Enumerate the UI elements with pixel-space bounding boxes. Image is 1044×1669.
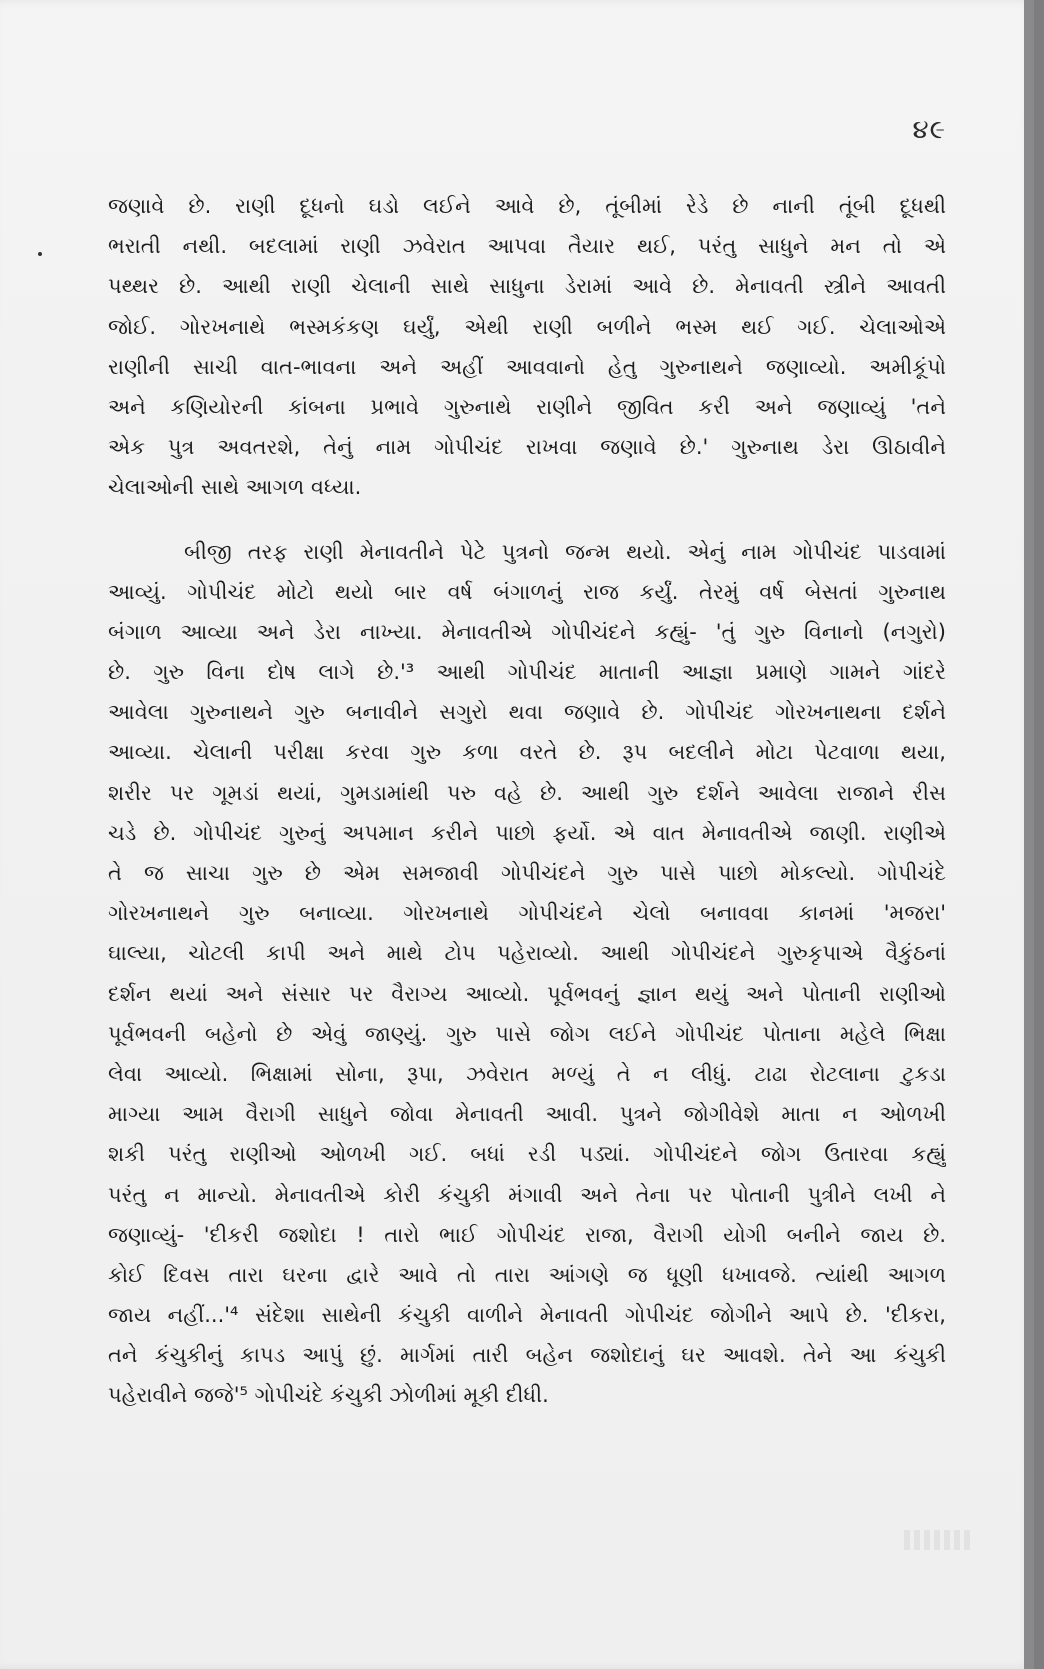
text-line: જણાવ્યું- 'દીકરી જશોદા ! તારો ભાઈ ગોપીચંદ રાજા, વૈરાગી યોગી બનીને જાય છે.	[108, 1222, 946, 1247]
text-line: જાય નહીં...'⁴ સંદેશા સાથેની કંચુકી વાળીને મેનાવતી ગોપીચંદ જોગીને આપે છે. 'દીકરા,	[108, 1303, 946, 1328]
print-speck	[38, 252, 42, 256]
text-line: ગોરખનાથને ગુરુ બનાવ્યા. ગોરખનાથે ગોપીચંદને ચેલો બનાવવા કાનમાં 'મજરા'	[108, 901, 946, 926]
text-line: બંગાળ આવ્યા અને ડેરા નાખ્યા. મેનાવતીએ ગોપીચંદને કહ્યું- 'તું ગુરુ વિનાનો (નગુરો)	[108, 619, 946, 644]
text-line: છે. ગુરુ વિના દોષ લાગે છે.'³ આથી ગોપીચંદ માતાની આજ્ઞા પ્રમાણે ગામને ગાંદરે	[108, 660, 946, 685]
text-line: આવ્યું. ગોપીચંદ મોટો થયો બાર વર્ષ બંગાળનું રાજ કર્યું. તેરમું વર્ષ બેસતાં ગુરુનાથ	[108, 579, 946, 604]
text-line: પથ્થર છે. આથી રાણી ચેલાની સાથે સાધુના ડેરામાં આવે છે. મેનાવતી સ્ત્રીને આવતી	[108, 274, 946, 299]
text-line: દર્શન થયાં અને સંસાર પર વૈરાગ્ય આવ્યો. પૂર્વભવનું જ્ઞાન થયું અને પોતાની રાણીઓ	[108, 981, 946, 1006]
text-line: આવ્યા. ચેલાની પરીક્ષા કરવા ગુરુ કળા વરતે છે. રૂપ બદલીને મોટા પેટવાળા થયા,	[108, 740, 946, 765]
paragraph-1	[108, 186, 946, 508]
text-line: એક પુત્ર અવતરશે, તેનું નામ ગોપીચંદ રાખવા જણાવે છે.' ગુરુનાથ ડેરા ઊઠાવીને	[108, 435, 946, 460]
text-line: લેવા આવ્યો. ભિક્ષામાં સોના, રૂપા, ઝવેરાત મળ્યું તે ન લીધું. ટાઢા રોટલાના ટુકડા	[108, 1061, 946, 1086]
text-line: ભરાતી નથી. બદલામાં રાણી ઝવેરાત આપવા તૈયાર થઈ, પરંતુ સાધુને મન તો એ	[108, 234, 946, 259]
body-text	[108, 186, 946, 1416]
text-line: શરીર પર ગૂમડાં થયાં, ગુમડામાંથી પરુ વહે છે. આથી ગુરુ દર્શને આવેલા રાજાને રીસ	[108, 780, 946, 805]
text-line: જણાવે છે. રાણી દૂધનો ઘડો લઈને આવે છે, તૂંબીમાં રેડે છે નાની તૂંબી દૂધથી	[108, 194, 946, 218]
text-line: શકી પરંતુ રાણીઓ ઓળખી ગઈ. બધાં રડી પડ્યાં. ગોપીચંદને જોગ ઉતારવા કહ્યું	[108, 1142, 946, 1167]
text-line: બીજી તરફ રાણી મેનાવતીને પેટે પુત્રનો જન્મ થયો. એનું નામ ગોપીચંદ પાડવામાં	[184, 539, 946, 564]
text-line: પહેરાવીને જજે'⁵ ગોપીચંદે કંચુકી ઝોળીમાં મૂકી દીધી.	[108, 1383, 549, 1408]
text-line: ઘાલ્યા, ચોટલી કાપી અને માથે ટોપ પહેરાવ્યો. આથી ગોપીચંદને ગુરુકૃપાએ વૈકુંઠનાં	[108, 941, 946, 966]
paragraph-2	[108, 532, 946, 1416]
text-line: પરંતુ ન માન્યો. મેનાવતીએ કોરી કંચુકી મંગાવી અને તેના પર પોતાની પુત્રીને લખી ને	[108, 1182, 946, 1207]
text-line: અને કણિયોરની કાંબના પ્રભાવે ગુરુનાથે રાણીને જીવિત કરી અને જણાવ્યું 'તને	[108, 394, 946, 419]
paragraph-gap	[108, 508, 946, 532]
text-line: રાણીની સાચી વાત-ભાવના અને અહીં આવવાનો હેતુ ગુરુનાથને જણાવ્યો. અમીકૂંપો	[108, 354, 946, 379]
text-line: ચેલાઓની સાથે આગળ વધ્યા.	[108, 475, 362, 500]
text-line: માગ્યા આમ વૈરાગી સાધુને જોવા મેનાવતી આવી. પુત્રને જોગીવેશે માતા ન ઓળખી	[108, 1102, 946, 1127]
text-line: ચડે છે. ગોપીચંદ ગુરુનું અપમાન કરીને પાછો ફર્યો. એ વાત મેનાવતીએ જાણી. રાણીએ	[108, 820, 946, 845]
text-line: જોઈ. ગોરખનાથે ભસ્મકંકણ ઘર્યું, એથી રાણી બળીને ભસ્મ થઈ ગઈ. ચેલાઓએ	[108, 314, 946, 339]
page-edge	[1024, 0, 1034, 1669]
text-line: કોઈ દિવસ તારા ઘરના દ્વારે આવે તો તારા આંગણે જ ધૂણી ધખાવજે. ત્યાંથી આગળ	[108, 1262, 946, 1287]
page-number: ૪૯	[912, 115, 946, 145]
text-line: પૂર્વભવની બહેનો છે એવું જાણ્યું. ગુરુ પાસે જોગ લઈને ગોપીચંદ પોતાના મહેલે ભિક્ષા	[108, 1021, 946, 1046]
text-line: તને કંચુકીનું કાપડ આપું છું. માર્ગમાં તારી બહેન જશોદાનું ઘર આવશે. તેને આ કંચુકી	[108, 1343, 946, 1368]
bleed-through-mark	[904, 1530, 974, 1550]
text-line: તે જ સાચા ગુરુ છે એમ સમજાવી ગોપીચંદને ગુરુ પાસે પાછો મોકલ્યો. ગોપીચંદે	[108, 861, 946, 885]
text-line: આવેલા ગુરુનાથને ગુરુ બનાવીને સગુરો થવા જણાવે છે. ગોપીચંદ ગોરખનાથના દર્શને	[108, 700, 946, 725]
